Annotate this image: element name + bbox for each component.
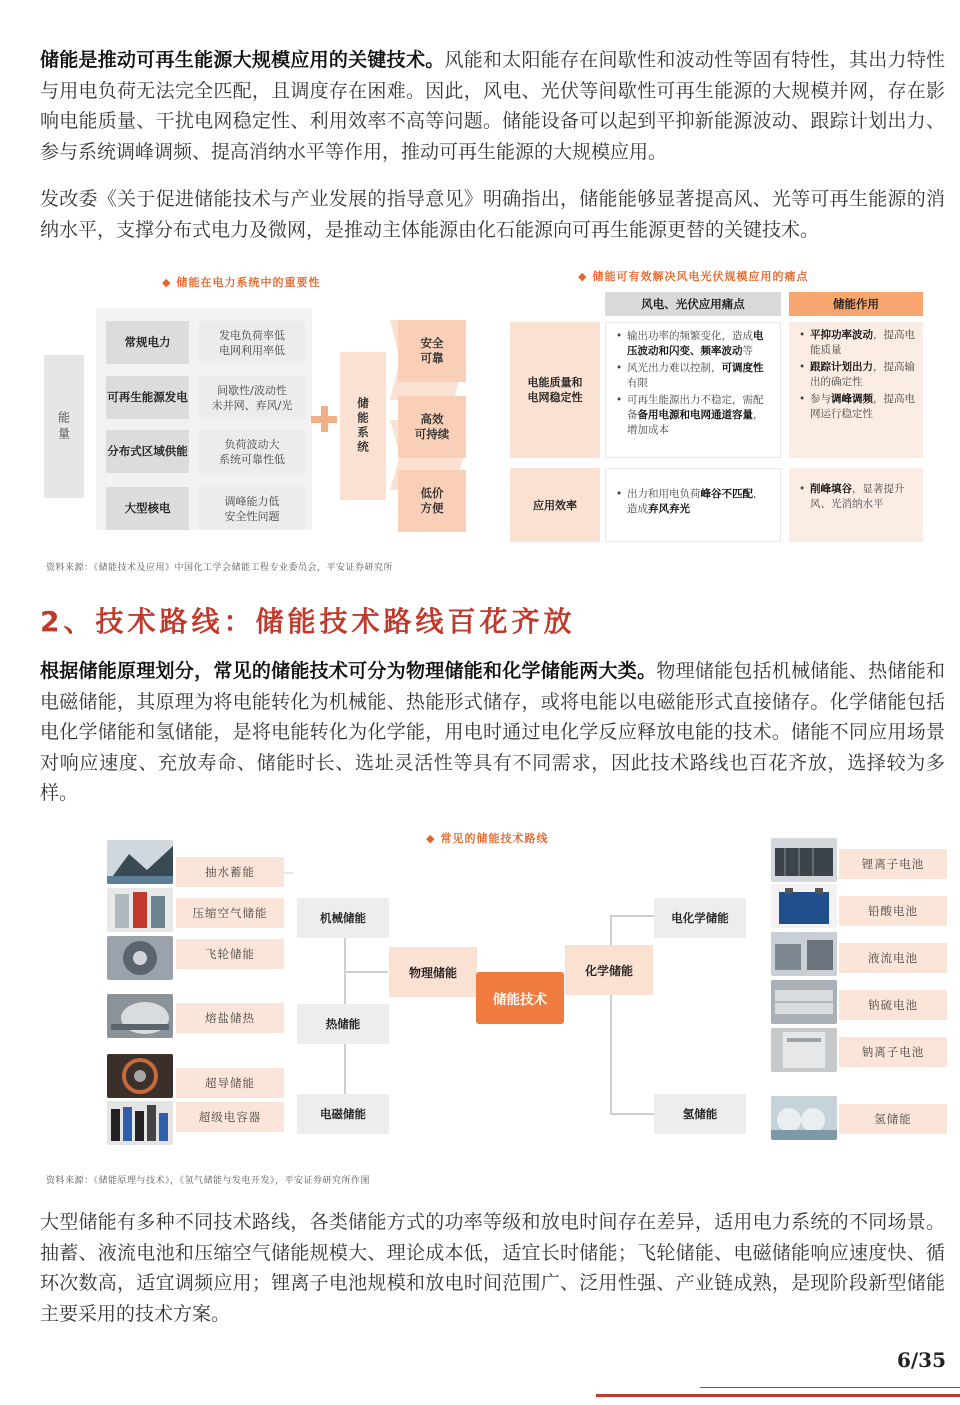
header-pain-points: 风电、光伏应用痛点 <box>605 292 781 316</box>
pain-text: 输出功率的频繁变化，造成 <box>627 330 753 342</box>
diamond-icon: ◆ <box>426 832 436 845</box>
policy-paragraph: 发改委《关于促进储能技术与产业发展的指导意见》明确指出，储能能够显著提高风、光等可再生能源的消纳水平，支撑分布式电力及微网，是推动主体能源由化石能源向可再生能源更替的关键技术。 <box>40 188 945 241</box>
pain-points-efficiency <box>605 468 781 542</box>
tech-paragraph-text: 物理储能包括机械储能、热储能和电磁储能，其原理为将电能转化为机械能、热能形式储存，或将电能以电磁能形式直接储存。化学储能包括电化学储能和氢储能，是将电能转化为化学能，用电时通过电化学反应释放电能的技术。储能不同应用场景对响应速度、充放寿命、储能时长、选址灵活性等具有不同需求，因此技术路线也百花齐放，选择较为多样。 <box>40 660 945 804</box>
storage-system-box <box>340 352 386 500</box>
role-emphasis: 跟踪计划出力 <box>810 361 873 373</box>
pain-points-quality <box>605 322 781 458</box>
source-renewable-desc: 间歇性/波动性 未并网、弃风/光 <box>199 376 305 419</box>
item-superconducting: 超导储能 <box>176 1068 284 1098</box>
diamond-icon: ◆ <box>578 270 588 283</box>
physical-storage: 物理储能 <box>389 947 477 997</box>
hydrogen-tank-icon <box>771 1096 837 1140</box>
source-conventional-desc: 发电负荷率低 电网利用率低 <box>199 321 305 364</box>
pain-emphasis: 可调度性 <box>721 362 764 374</box>
thermal-storage: 热储能 <box>297 1004 389 1044</box>
pumped-hydro-icon <box>107 840 173 884</box>
pain-tail: ，造成 <box>627 488 764 515</box>
electrochemical-storage: 电化学储能 <box>654 898 746 938</box>
figure1-source: 资料来源：《储能技术及应用》中国化工学会储能工程专业委员会，平安证券研究所 <box>46 563 394 573</box>
tech-paragraph-bold: 根据储能原理划分，常见的储能技术可分为物理储能和化学储能两大类。 <box>40 660 657 682</box>
figure3-title-text: 常见的储能技术路线 <box>440 832 549 845</box>
role-emphasis: 调峰调频 <box>831 393 873 405</box>
role-item <box>797 328 915 358</box>
molten-salt-icon <box>107 994 173 1038</box>
sodium-sulfur-icon <box>771 980 837 1024</box>
footer-divider <box>700 1387 960 1388</box>
footer-bar <box>596 1394 960 1397</box>
pain-emphasis: 峰谷不匹配 <box>700 488 753 500</box>
role-tail: ，提高电能质量 <box>810 329 915 356</box>
flow-battery-icon <box>771 932 837 976</box>
pain-item <box>614 393 772 438</box>
source-renewable: 可再生能源发电 <box>106 376 189 419</box>
source-distributed-desc: 负荷波动大 系统可靠性低 <box>199 430 305 473</box>
role-item <box>797 392 915 422</box>
pain-emphasis: 弃风弃光 <box>648 503 690 515</box>
figure1-title <box>162 274 320 290</box>
lead-acid-icon <box>771 884 837 928</box>
role-tail: ，提高电网运行稳定性 <box>810 393 915 420</box>
lithium-ion-icon <box>771 838 837 882</box>
energy-label: 能量 <box>56 410 71 443</box>
connector-line <box>610 1113 654 1115</box>
item-compressed-air: 压缩空气储能 <box>176 898 284 928</box>
electromagnetic-storage: 电磁储能 <box>297 1094 389 1134</box>
mechanical-storage: 机械储能 <box>297 898 389 938</box>
supercapacitor-icon <box>107 1101 173 1145</box>
flywheel-icon <box>107 936 173 980</box>
intro-paragraph <box>40 45 945 167</box>
role-text: 参与 <box>810 393 831 405</box>
pain-tail: ，增加成本 <box>627 409 764 436</box>
storage-tech-center: 储能技术 <box>476 972 564 1024</box>
feature-efficient: 高效 可持续 <box>398 396 466 458</box>
figure3-source: 资料来源：《储能原理与技术》，《氢气储能与发电开发》，平安证券研究所作图 <box>46 1176 371 1186</box>
role-item <box>797 482 915 512</box>
pain-tail: 等 <box>742 345 753 357</box>
role-tail: ，显著提升风、光消纳水平 <box>810 483 905 510</box>
feature-safe-reliable: 安全 可靠 <box>398 320 466 382</box>
item-molten-salt: 熔盐储热 <box>176 1003 284 1033</box>
role-emphasis: 平抑功率波动 <box>810 329 873 341</box>
storage-role-quality <box>789 322 923 458</box>
tech-paragraph <box>40 656 945 809</box>
row-efficiency: 应用效率 <box>510 468 600 542</box>
compressed-air-icon <box>107 888 173 932</box>
figure2-title <box>578 268 808 284</box>
role-tail: ，提高输出的确定性 <box>810 361 915 388</box>
header-storage-role: 储能作用 <box>789 292 923 316</box>
page-number: 6/35 <box>896 1348 946 1372</box>
figure2-title-text: 储能可有效解决风电光伏规模应用的痛点 <box>592 270 809 283</box>
storage-system-label: 储能系统 <box>356 397 370 455</box>
source-conventional-power: 常规电力 <box>106 321 189 364</box>
feature-low-cost: 低价 方便 <box>398 470 466 532</box>
plus-icon <box>311 406 337 432</box>
intro-paragraph-bold: 储能是推动可再生能源大规模应用的关键技术。 <box>40 49 445 71</box>
superconducting-icon <box>107 1054 173 1098</box>
item-flow-battery: 液流电池 <box>839 943 947 973</box>
item-sodium-sulfur: 钠硫电池 <box>839 990 947 1020</box>
section-heading: 2、技术路线：储能技术路线百花齐放 <box>40 605 576 638</box>
figure3-title <box>426 830 548 846</box>
pain-item <box>614 487 772 517</box>
row-power-quality: 电能质量和 电网稳定性 <box>510 322 600 458</box>
pain-item <box>614 361 772 391</box>
item-flywheel: 飞轮储能 <box>176 939 284 969</box>
summary-paragraph: 大型储能有多种不同技术路线，各类储能方式的功率等级和放电时间存在差异，适用电力系统的不同场景。抽蓄、液流电池和压缩空气储能规模大、理论成本低，适宜长时储能；飞轮储能、电磁储能响应速度快、循环次数高，适宜调频应用；锂离子电池规模和放电时间范围广、泛用性强、产业链成熟，是现阶段新型储能主要采用的技术方案。 <box>40 1211 945 1325</box>
diamond-icon: ◆ <box>162 276 172 289</box>
item-hydrogen: 氢储能 <box>839 1104 947 1134</box>
source-distributed: 分布式区域供能 <box>106 430 189 473</box>
item-sodium-ion: 钠离子电池 <box>839 1037 947 1067</box>
item-lithium-ion: 锂离子电池 <box>839 849 947 879</box>
pain-text: 出力和用电负荷 <box>627 488 701 500</box>
source-nuclear: 大型核电 <box>106 487 189 530</box>
sodium-ion-icon <box>771 1028 837 1072</box>
item-supercapacitor: 超级电容器 <box>176 1102 284 1132</box>
figure1-title-text: 储能在电力系统中的重要性 <box>176 276 321 289</box>
connector-line <box>344 971 388 973</box>
energy-box <box>44 355 84 498</box>
pain-text: 可再生能源出力不稳定，需配备 <box>627 394 764 421</box>
pain-item <box>614 329 772 359</box>
item-pumped-hydro: 抽水蓄能 <box>176 857 284 887</box>
chemical-storage: 化学储能 <box>565 945 653 995</box>
pain-emphasis: 电压波动和闪变、频率波动 <box>627 330 764 357</box>
intro-paragraph-text: 风能和太阳能存在间歇性和波动性等固有特性，其出力特性与用电负荷无法完全匹配，且调度存在困难。因此，风电、光伏等间歇性可再生能源的大规模并网，存在影响电能质量、干扰电网稳定性、利用效率不高等问题。储能设备可以起到平抑新能源波动、跟踪计划出力、参与系统调峰调频、提高消纳水平等作用，推动可再生能源的大规模应用。 <box>40 49 945 163</box>
item-lead-acid: 铅酸电池 <box>839 896 947 926</box>
pain-tail: 有限 <box>627 377 648 389</box>
storage-role-efficiency <box>789 468 923 542</box>
pain-emphasis: 备用电源和电网通道容量 <box>637 409 753 421</box>
role-item <box>797 360 915 390</box>
connector-line <box>610 915 654 917</box>
role-emphasis: 削峰填谷 <box>810 483 852 495</box>
hydrogen-storage: 氢储能 <box>654 1094 746 1134</box>
pain-text: 风光出力难以控制， <box>627 362 722 374</box>
source-nuclear-desc: 调峰能力低 安全性问题 <box>199 487 305 530</box>
